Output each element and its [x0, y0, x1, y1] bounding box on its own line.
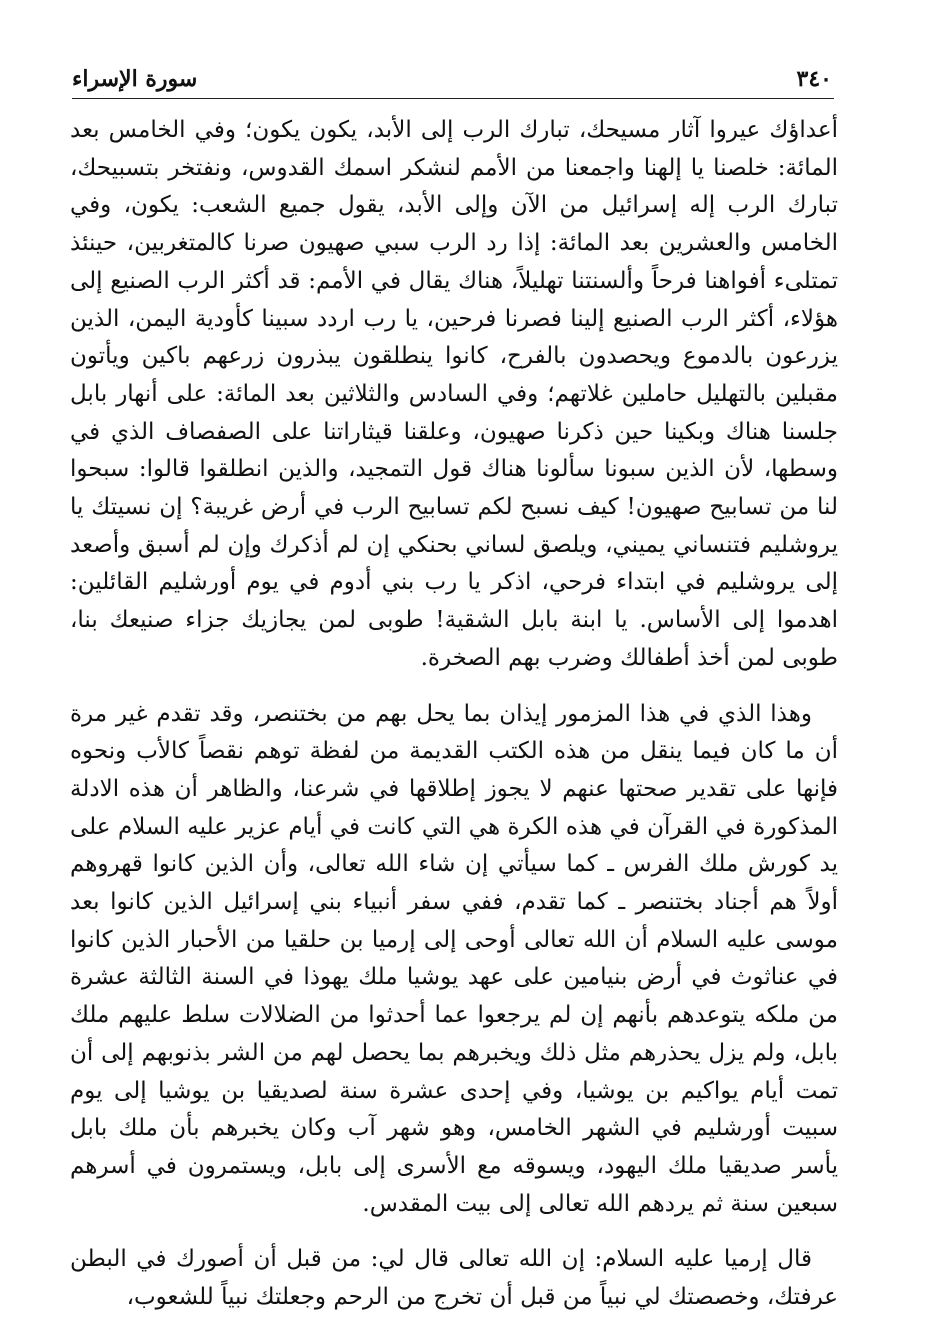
paragraph-jeremiah: قال إرميا عليه السلام: إن الله تعالى قال لي: من قبل أن أصورك في البطن عرفتك، وخصصتك لي نبياً من قبل أن تخرج من الرحم وجعلتك نبياً للشعوب،: [70, 1246, 838, 1311]
paragraph-commentary: وهذا الذي في هذا المزمور إيذان بما يحل بهم من بختنصر، وقد تقدم غير مرة أن ما كان فيما ينقل من هذه الكتب القديمة من لفظة توهم نقصاً كالأب ونحوه فإنها على تقدير صحتها عنهم لا يجوز إطلاقها في شرعنا، والظاهر أن هذه الادلة المذكورة في القرآن في هذه الكرة هي التي كانت في أيام عزير عليه السلام على يد كورش ملك الفرس ـ كما سيأتي إن شاء الله تعالى، وأن الذين كانوا قهروهم أولاً هم أجناد بختنصر ـ كما تقدم، ففي سفر أنبياء بني إسرائيل الذين كانوا بعد موسى عليه السلام أن الله تعالى أوحى إلى إرميا بن حلقيا من الأحبار الذين كانوا في عناثوث في أرض بنيامين على عهد يوشيا ملك يهوذا في السنة الثالثة عشرة من ملكه يتوعدهم بأنهم إن لم يرجعوا عما أحدثوا من الضلالات سلط عليهم ملك بابل، ولم يزل يحذرهم مثل ذلك ويخبرهم بما يحصل لهم من الشر بذنوبهم إلى أن تمت أيام يواكيم بن يوشيا، وفي إحدى عشرة سنة لصديقيا بن يوشيا إلى يوم سبيت أورشليم في الشهر الخامس، وهو شهر آب وكان يخبرهم بأن ملك بابل يأسر صديقيا ملك اليهود، ويسوقه مع الأسرى إلى بابل، ويستمرون في أسرهم سبعين سنة ثم يردهم الله تعالى إلى بيت المقدس.: [70, 700, 838, 1217]
surah-title: سورة الإسراء: [72, 66, 198, 92]
page-number: ٣٤٠: [796, 66, 832, 92]
paragraph-psalms-quotation: أعداؤك عيروا آثار مسيحك، تبارك الرب إلى الأبد، يكون يكون؛ وفي الخامس بعد المائة: خلصنا يا إلهنا واجمعنا من الأمم لنشكر اسمك القدوس، ونفتخر بتسبيحك، تبارك الرب إله إسرائيل من الآن وإلى الأبد، يقول جميع الشعب: يكون، وفي الخامس والعشرين بعد المائة: إذا رد الرب سبي صهيون صرنا كالمتغربين، حينئذ تمتلىء أفواهنا فرحاً وألسنتنا تهليلاً، هناك يقال في الأمم: قد أكثر الرب الصنيع إلى هؤلاء، أكثر الرب الصنيع إلينا فصرنا فرحين، يا رب اردد سبينا كأودية اليمن، الذين يزرعون بالدموع ويحصدون بالفرح، كانوا ينطلقون يبذرون زرعهم باكين ويأتون مقبلين بالتهليل حاملين غلاتهم؛ وفي السادس والثلاثين بعد المائة: على أنهار بابل جلسنا هناك وبكينا حين ذكرنا صهيون، وعلقنا قيثاراتنا على الصفصاف الذي في وسطها، لأن الذين سبونا سألونا هناك قول التمجيد، والذين انطلقوا قالوا: سبحوا لنا من تسابيح صهيون! كيف نسبح لكم تسابيح الرب في أرض غريبة؟ إن نسيتك يا يروشليم فتنساني يميني، ويلصق لساني بحنكي إن لم أذكرك وإن لم أسبق وأصعد إلى يروشليم في ابتداء فرحي، اذكر يا رب بني أدوم في يوم أورشليم القائلين: اهدموا إلى الأساس. يا ابنة بابل الشقية! طوبى لمن يجازيك جزاء صنيعك بنا، طوبى لمن أخذ أطفالك وضرب بهم الصخرة.: [70, 117, 838, 671]
page-body: [70, 112, 838, 1317]
running-header: [72, 60, 832, 96]
header-divider: [72, 98, 834, 99]
